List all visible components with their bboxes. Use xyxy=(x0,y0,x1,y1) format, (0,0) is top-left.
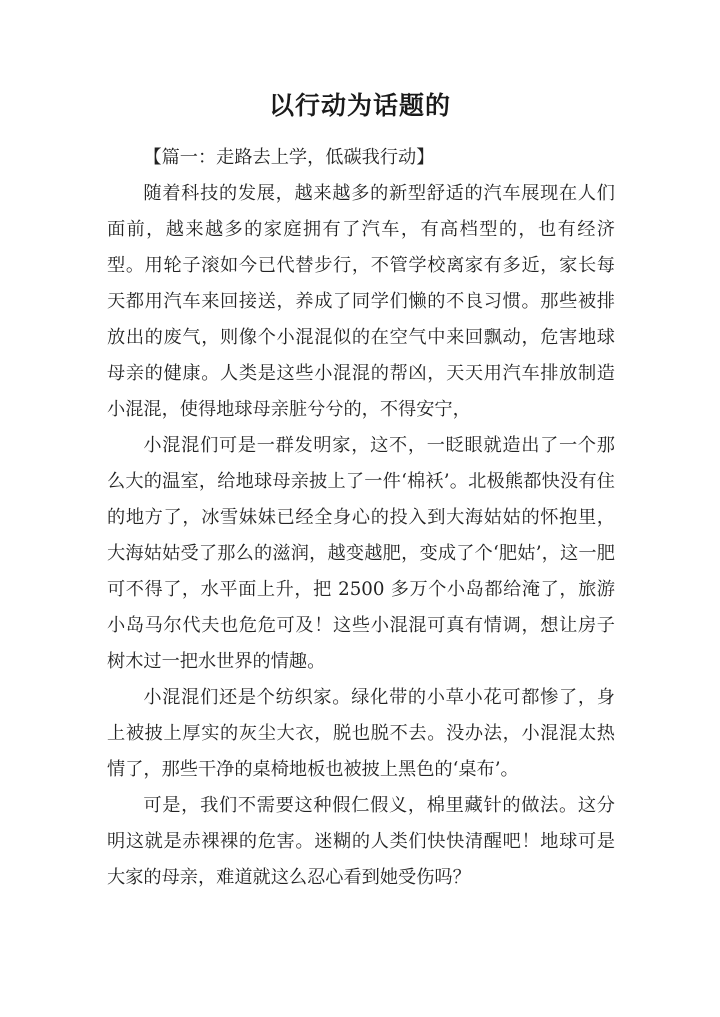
paragraph-2: 小混混们可是一群发明家，这不，一眨眼就造出了一个那么大的温室，给地球母亲披上了一件‘棉袄’。北极熊都快没有住的地方了，冰雪妹妹已经全身心的投入到大海姑姑的怀抱里，大海姑姑受了那么的滋润，越变越肥，变成了个‘肥姑’，这一肥可不得了，水平面上升，把 2500 多万个小岛都给淹了，旅游小岛马尔代夫也危危可及！这些小混混可真有情调，想让房子树木过一把水世界的情趣。 xyxy=(107,435,615,672)
paragraph-1: 随着科技的发展，越来越多的新型舒适的汽车展现在人们面前，越来越多的家庭拥有了汽车，有高档型的，也有经济型。用轮子滚如今已代替步行，不管学校离家有多近，家长每天都用汽车来回接送，养成了同学们懒的不良习惯。那些被排放出的废气，则像个小混混似的在空气中来回飘动，危害地球母亲的健康。人类是这些小混混的帮凶，天天用汽车排放制造小混混，使得地球母亲脏兮兮的，不得安宁， xyxy=(107,183,615,420)
section-heading: 【篇一：走路去上学，低碳我行动】 xyxy=(143,147,435,168)
document-body xyxy=(107,140,615,896)
document-title: 以行动为话题的 xyxy=(268,91,451,120)
paragraph-3: 小混混们还是个纺织家。绿化带的小草小花可都惨了，身上被披上厚实的灰尘大衣，脱也脱不去。没办法，小混混太热情了，那些干净的桌椅地板也被披上黑色的‘桌布’。 xyxy=(107,687,615,780)
paragraph-4: 可是，我们不需要这种假仁假义，棉里藏针的做法。这分明这就是赤裸裸的危害。迷糊的人类们快快清醒吧！地球可是大家的母亲，难道就这么忍心看到她受伤吗？ xyxy=(107,795,615,888)
